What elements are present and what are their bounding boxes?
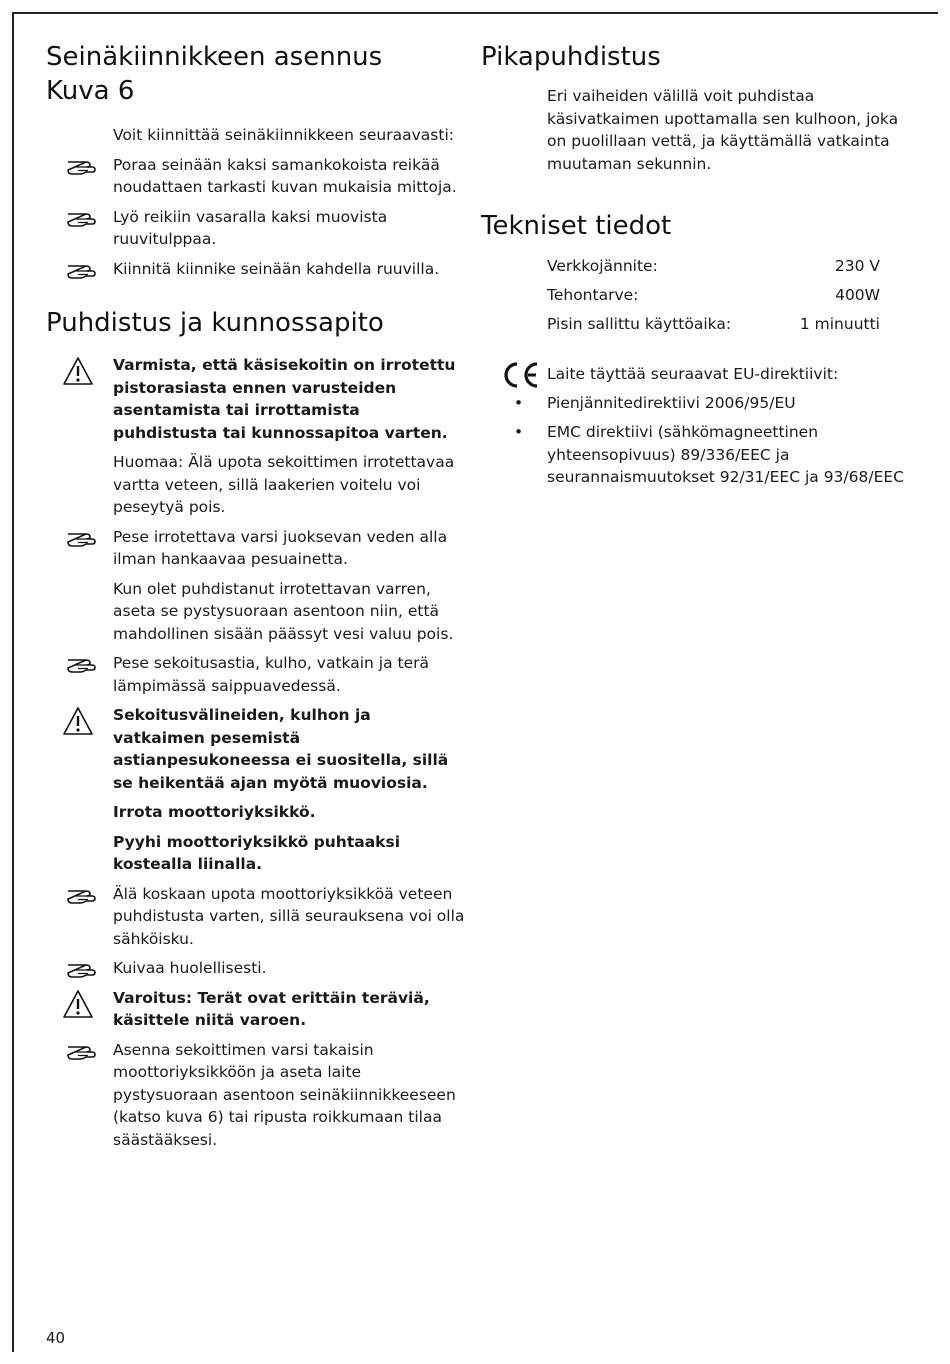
quick-clean-title: Pikapuhdistus xyxy=(481,42,661,72)
ce-mark-icon xyxy=(499,359,543,391)
remove-motor-unit xyxy=(46,801,466,824)
cleaning-section xyxy=(46,306,466,1151)
technical-data-title: Tekniset tiedot xyxy=(481,211,672,241)
warning-blades xyxy=(46,987,466,1032)
pointing-hand-icon xyxy=(66,959,100,979)
spec-label: Pisin sallittu käyttöaika: xyxy=(547,315,732,333)
directive-text: EMC direktiivi (sähkömagneettinen yhteensopivuus) 89/336/EEC ja seurannaismuutokset 92/31/EEC ja 93/68/EEC xyxy=(547,423,904,486)
spec-row xyxy=(547,284,880,306)
warning-unplug xyxy=(46,354,466,444)
ce-compliance xyxy=(481,363,921,386)
step-wash-shaft-text: Pese irrotettava varsi juoksevan veden alla ilman hankaavaa pesuainetta. xyxy=(113,527,448,568)
step-never-immerse-motor-text: Älä koskaan upota moottoriyksikköä veteen puhdistusta varten, sillä seurauksena voi olla sähköisku. xyxy=(113,884,465,948)
pointing-hand-icon xyxy=(66,1041,100,1061)
step-dry xyxy=(46,957,466,980)
step-drill-holes xyxy=(46,154,466,199)
warning-dishwasher-text: Sekoitusvälineiden, kulhon ja vatkaimen pesemistä astianpesukoneessa ei suositella, sillä se heikentää ajan myötä muoviosia. xyxy=(113,706,449,792)
spec-value: 400W xyxy=(835,286,880,304)
left-column xyxy=(46,40,466,1171)
step-wash-shaft xyxy=(46,526,466,571)
warning-triangle-icon xyxy=(62,989,94,1019)
wall-bracket-intro xyxy=(46,124,466,147)
warning-triangle-icon xyxy=(62,356,94,386)
pointing-hand-icon xyxy=(66,208,100,228)
note-upright xyxy=(46,578,466,646)
spec-label: Tehontarve: xyxy=(547,286,639,304)
wipe-motor-unit xyxy=(46,831,466,876)
spec-value: 1 minuutti xyxy=(799,315,880,333)
spec-table xyxy=(547,255,880,335)
pointing-hand-icon xyxy=(66,528,100,548)
pointing-hand-icon xyxy=(66,654,100,674)
spec-row xyxy=(547,313,880,335)
wall-bracket-title xyxy=(46,40,466,108)
wall-bracket-title-line1: Seinäkiinnikkeen asennus xyxy=(46,42,383,72)
quick-clean-paragraph: Eri vaiheiden välillä voit puhdistaa käsivatkaimen upottamalla sen kulhoon, joka on puolillaan vettä, ja käyttämällä vatkainta muutaman sekunnin. xyxy=(547,87,899,173)
step-attach-bracket-text: Kiinnitä kiinnike seinään kahdella ruuvilla. xyxy=(113,259,440,278)
cleaning-title: Puhdistus ja kunnossapito xyxy=(46,308,384,338)
note-upright-text: Kun olet puhdistanut irrotettavan varren, aseta se pystysuoraan asentoon niin, että mahdollinen sisään päässyt vesi valuu pois. xyxy=(113,579,454,643)
spec-label: Verkkojännite: xyxy=(547,257,658,275)
step-reassemble-text: Asenna sekoittimen varsi takaisin moottoriyksikköön ja aseta laite pystysuoraan asentoon seinäkiinnikkeeseen (katso kuva 6) tai ripusta roikkumaan tilaa säästääksesi. xyxy=(113,1040,456,1149)
wall-bracket-section xyxy=(46,40,466,280)
quick-clean-section xyxy=(481,40,921,175)
wall-bracket-title-line2: Kuva 6 xyxy=(46,76,135,106)
spec-row xyxy=(547,255,880,277)
technical-data-section xyxy=(481,209,921,489)
step-wash-parts xyxy=(46,652,466,697)
quick-clean-text xyxy=(481,85,921,175)
pointing-hand-icon xyxy=(66,260,100,280)
step-dry-text: Kuivaa huolellisesti. xyxy=(113,959,267,977)
step-attach-bracket xyxy=(46,258,466,281)
step-wall-plugs xyxy=(46,206,466,251)
right-column xyxy=(481,40,921,509)
spec-value: 230 V xyxy=(834,257,880,275)
page-number: 40 xyxy=(46,1329,66,1347)
page-frame-left xyxy=(12,12,14,1352)
bullet-icon: • xyxy=(514,393,524,412)
directive-text: Pienjännitedirektiivi 2006/95/EU xyxy=(547,393,796,412)
page-frame-top xyxy=(12,12,938,14)
wall-bracket-intro-text: Voit kiinnittää seinäkiinnikkeen seuraavasti: xyxy=(113,126,454,144)
note-do-not-immerse xyxy=(46,451,466,519)
pointing-hand-icon xyxy=(66,156,100,176)
warning-blades-text: Varoitus: Terät ovat erittäin teräviä, käsittele niitä varoen. xyxy=(113,988,430,1029)
bullet-icon: • xyxy=(514,423,524,441)
step-wash-parts-text: Pese sekoitusastia, kulho, vatkain ja terä lämpimässä saippuavedessä. xyxy=(113,654,429,695)
step-reassemble xyxy=(46,1039,466,1152)
warning-unplug-text: Varmista, että käsisekoitin on irrotettu pistorasiasta ennen varusteiden asentamista tai irrottamista puhdistusta tai kunnossapitoa varten. xyxy=(113,356,456,442)
ce-compliance-text: Laite täyttää seuraavat EU-direktiivit: xyxy=(547,365,839,383)
note-do-not-immerse-text: Huomaa: Älä upota sekoittimen irrotettavaa vartta veteen, sillä laakerien voitelu voi peseytyä pois. xyxy=(113,453,455,516)
step-wall-plugs-text: Lyö reikiin vasaralla kaksi muovista ruuvitulppaa. xyxy=(113,207,388,248)
remove-motor-unit-text: Irrota moottoriyksikkö. xyxy=(113,803,316,821)
step-drill-holes-text: Poraa seinään kaksi samankokoista reikää noudattaen tarkasti kuvan mukaisia mittoja. xyxy=(113,155,457,196)
pointing-hand-icon xyxy=(66,885,100,905)
warning-triangle-icon xyxy=(62,706,94,736)
step-never-immerse-motor xyxy=(46,883,466,951)
warning-dishwasher xyxy=(46,704,466,794)
directive-item xyxy=(481,392,921,415)
directive-item xyxy=(481,421,921,489)
wipe-motor-unit-text: Pyyhi moottoriyksikkö puhtaaksi kostealla liinalla. xyxy=(113,832,401,873)
